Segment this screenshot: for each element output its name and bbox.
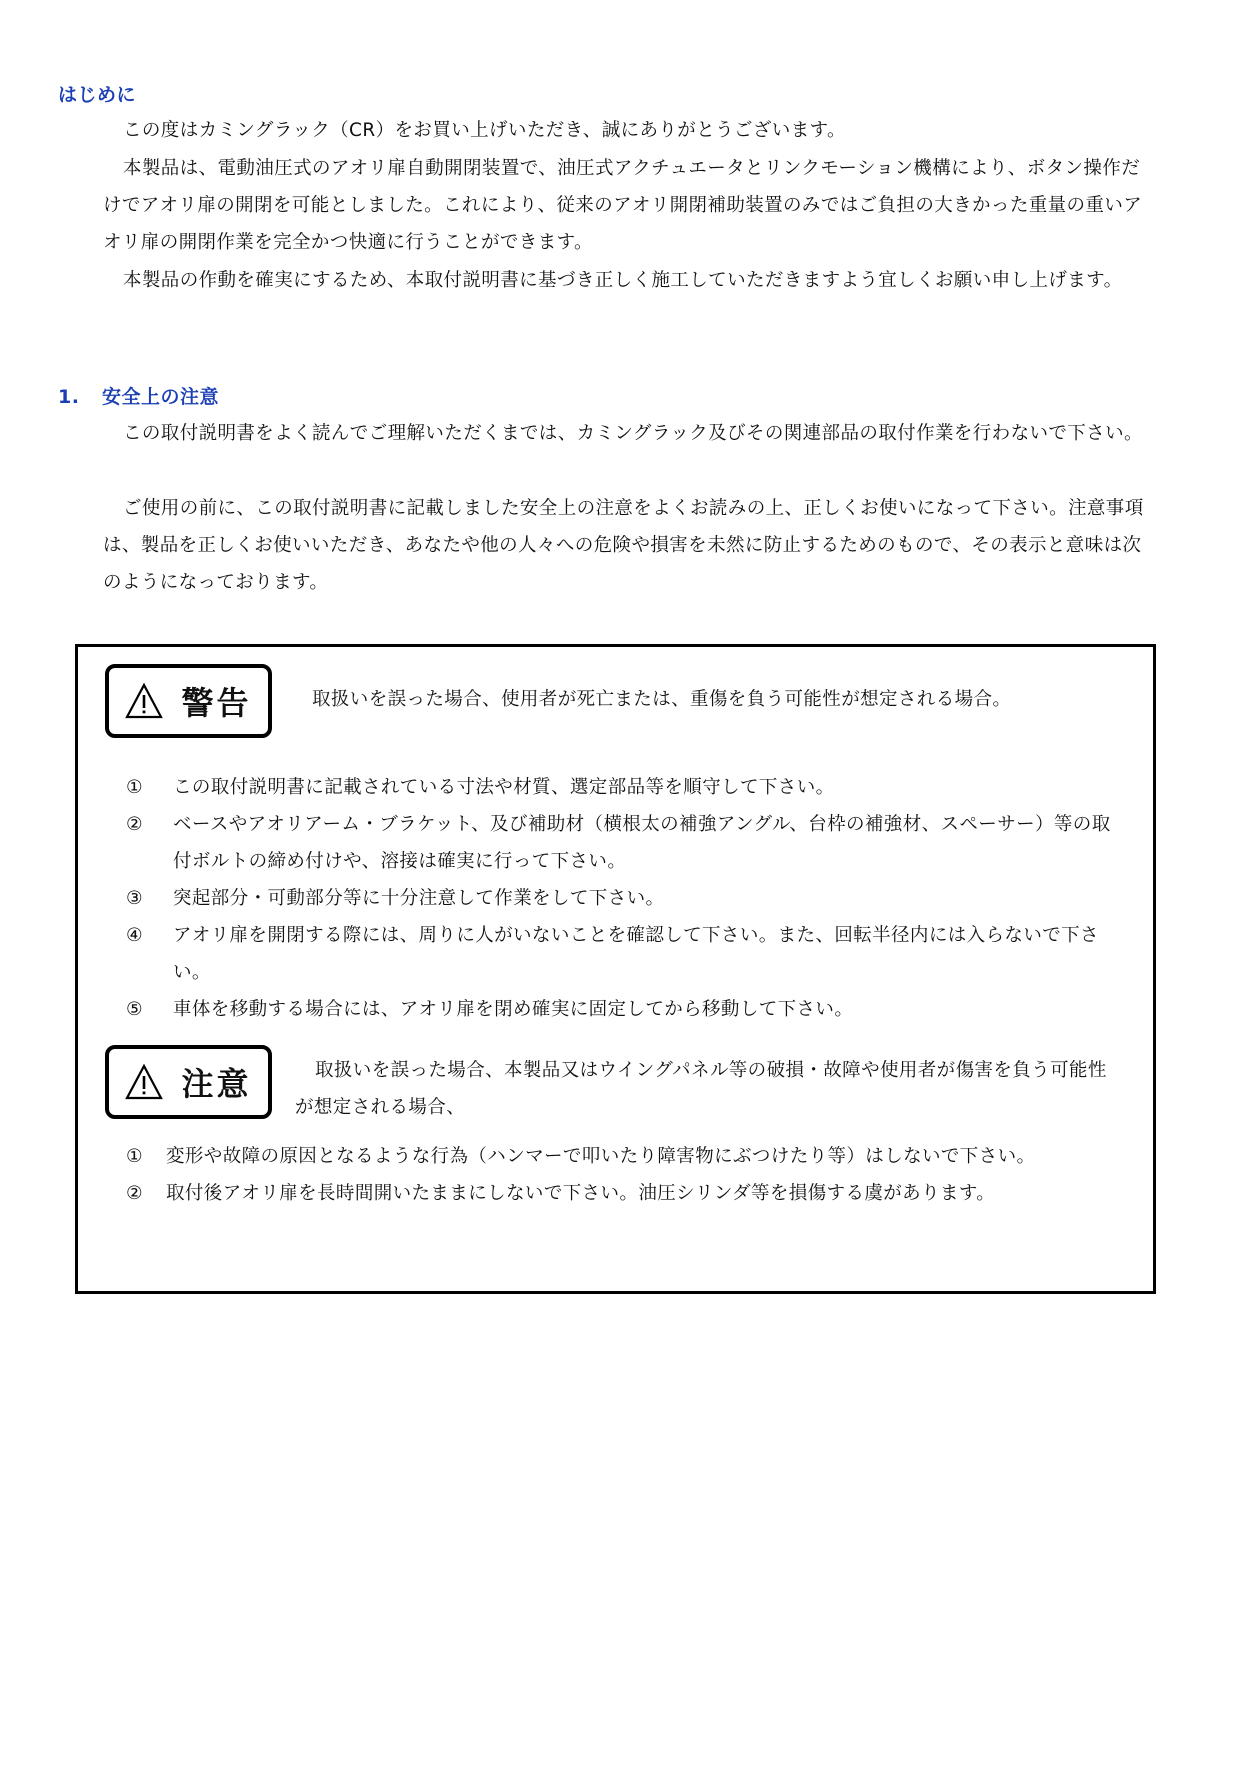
safety-notice-box bbox=[75, 644, 1156, 1294]
list-text: ベースやアオリアーム・ブラケット、及び補助材（横根太の補強アングル、台枠の補強材、スペーサー）等の取付ボルトの締め付けや、溶接は確実に行って下さい。 bbox=[173, 814, 1111, 872]
list-item bbox=[126, 1138, 1126, 1175]
section-title: 安全上の注意 bbox=[102, 386, 220, 408]
warning-description: 取扱いを誤った場合、使用者が死亡または、重傷を負う可能性が想定される場合。 bbox=[312, 689, 1012, 710]
caution-sign bbox=[105, 1045, 272, 1119]
caution-triangle-icon bbox=[125, 1064, 163, 1100]
warning-list bbox=[126, 769, 1126, 1028]
list-text: 車体を移動する場合には、アオリ扉を閉め確実に固定してから移動して下さい。 bbox=[173, 999, 854, 1020]
list-mark: ① bbox=[126, 1146, 143, 1167]
list-mark: ② bbox=[126, 814, 143, 835]
list-item bbox=[126, 991, 1126, 1028]
section-paragraph: この取付説明書をよく読んでご理解いただくまでは、カミングラック及びその関連部品の取付作業を行わないで下さい。 bbox=[123, 423, 1143, 444]
intro-paragraph: 本製品の作動を確実にするため、本取付説明書に基づき正しく施工していただきますよう宜しくお願い申し上げます。 bbox=[123, 270, 1123, 291]
list-mark: ② bbox=[126, 1183, 143, 1204]
caution-list bbox=[126, 1138, 1126, 1212]
list-mark: ① bbox=[126, 777, 143, 798]
list-item bbox=[126, 806, 1126, 880]
list-mark: ⑤ bbox=[126, 999, 143, 1020]
list-item bbox=[126, 880, 1126, 917]
list-mark: ③ bbox=[126, 888, 143, 909]
list-item bbox=[126, 1175, 1126, 1212]
section-heading bbox=[58, 382, 219, 409]
list-text: 突起部分・可動部分等に十分注意して作業をして下さい。 bbox=[173, 888, 665, 909]
list-text: 取付後アオリ扉を長時間開いたままにしないで下さい。油圧シリンダ等を損傷する虞があります。 bbox=[166, 1183, 996, 1204]
list-mark: ④ bbox=[126, 925, 143, 946]
list-text: 変形や故障の原因となるような行為（ハンマーで叩いたり障害物にぶつけたり等）はしないで下さい。 bbox=[166, 1146, 1036, 1167]
list-item bbox=[126, 769, 1126, 806]
list-text: この取付説明書に記載されている寸法や材質、選定部品等を順守して下さい。 bbox=[173, 777, 835, 798]
caution-description: 取扱いを誤った場合、本製品又はウイングパネル等の破損・故障や使用者が傷害を負う可能性が想定される場合、 bbox=[295, 1060, 1107, 1118]
caution-label: 注意 bbox=[181, 1065, 252, 1103]
intro-paragraph: この度はカミングラック（CR）をお買い上げいただき、誠にありがとうございます。 bbox=[123, 120, 846, 141]
section-number: 1. bbox=[58, 386, 80, 408]
warning-triangle-icon bbox=[125, 683, 163, 719]
list-text: アオリ扉を開閉する際には、周りに人がいないことを確認して下さい。また、回転半径内には入らないで下さい。 bbox=[173, 925, 1099, 983]
section-paragraph: ご使用の前に、この取付説明書に記載しました安全上の注意をよくお読みの上、正しくお使いになって下さい。注意事項は、製品を正しくお使いいただき、あなたや他の人々への危険や損害を未然に防止するためのもので、その表示と意味は次のようになっております。 bbox=[103, 498, 1144, 593]
intro-heading: はじめに bbox=[58, 84, 137, 106]
intro-paragraph: 本製品は、電動油圧式のアオリ扉自動開閉装置で、油圧式アクチュエータとリンクモーション機構により、ボタン操作だけでアオリ扉の開閉を可能としました。これにより、従来のアオリ開閉補助装置のみではご負担の大きかった重量の重いアオリ扉の開閉作業を完全かつ快適に行うことができます。 bbox=[103, 158, 1143, 253]
list-item bbox=[126, 917, 1126, 991]
warning-sign bbox=[105, 664, 272, 738]
warning-label: 警告 bbox=[181, 684, 252, 722]
